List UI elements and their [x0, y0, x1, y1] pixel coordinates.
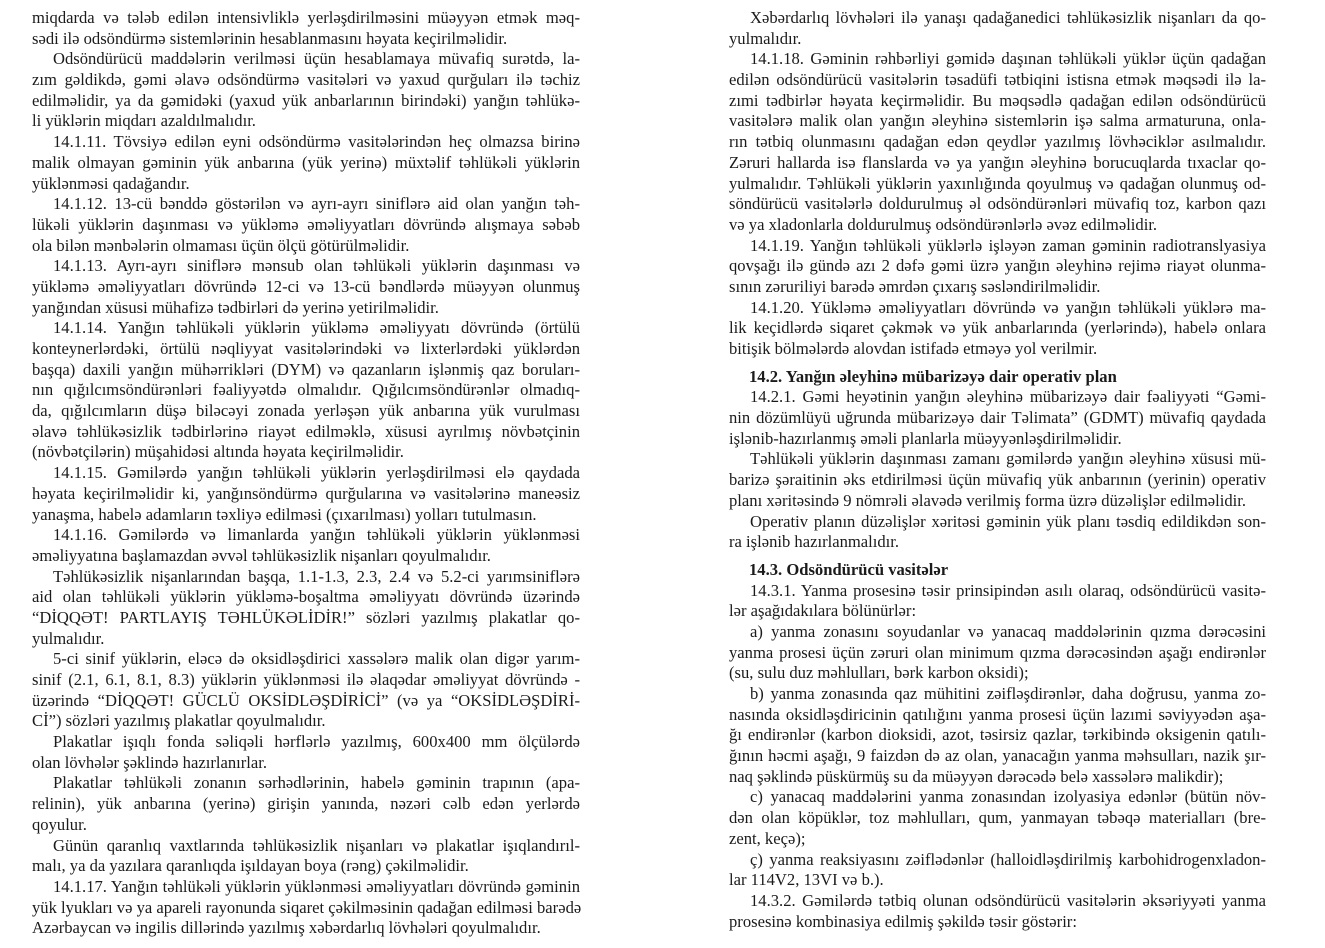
paragraph: [729, 684, 1266, 787]
paragraph: [729, 8, 1266, 49]
text-line: işlənib-hazırlanmış əməli planlarla müəyyənləşdirilməlidir.: [729, 428, 1122, 448]
paragraph: [729, 49, 1266, 235]
text-line: yüklənməsi qadağandır.: [32, 173, 190, 193]
text-line: dən olan köpüklər, toz məhlulları, qum, yanmayan təbəqə materialları (bre-: [729, 808, 1266, 828]
text-line: 14.1.14. Yanğın təhlükəli yüklərin yükləmə əməliyyatı dövründə (örtülü: [53, 318, 580, 338]
text-line: sının zəruriliyi barədə əmrdən çıxarış səsləndirilməlidir.: [729, 276, 1101, 296]
text-line: yanaşma, habelə adamların təxliyə edilməsi (çıxarılması) yolları tutulmasın.: [32, 504, 537, 524]
text-line: b) yanma zonasında qaz mühitini zəifləşdirənlər, daha doğrusu, yanma zo-: [750, 684, 1266, 703]
text-line: Operativ planın düzəlişlər xəritəsi gəminin yük planı təsdiq edildikdən son-: [750, 511, 1266, 531]
text-line: olan lövhələr şəklində hazırlanırlar.: [32, 752, 267, 772]
text-line: prosesinə kombinasiya edilmiş şəkildə təsir göstərir:: [729, 911, 1077, 931]
text-line: Təhlükəli yüklərin daşınması zamanı gəmilərdə yanğın əleyhinə xüsusi mü-: [750, 449, 1266, 469]
text-line: qovşağı ilə gündə azı 2 dəfə gəmi üzrə yanğın əleyhinə rejimə riayət olunma-: [729, 256, 1266, 276]
text-line: edilən odsöndürücü vasitələrin təsadüfi tətbiqini istisna etmək məqsədi ilə la-: [729, 70, 1266, 90]
text-line: 14.1.13. Ayrı-ayrı siniflərə mənsub olan təhlükəli yüklərin daşınması və: [53, 256, 580, 276]
paragraph: [32, 525, 580, 566]
section-heading: 14.3. Odsöndürücü vasitələr: [749, 559, 949, 579]
left-page-column: [32, 8, 580, 939]
text-line: Təhlükəsizlik nişanlarından başqa, 1.1-1.3, 2.3, 2.4 və 5.2-ci yarımsiniflərə: [53, 566, 580, 586]
text-line: lükəli yüklərin daşınması və yükləmə əməliyyatları dövründə alışmaya səbəb: [32, 214, 580, 234]
text-line: lər aşağıdakılara bölünürlər:: [729, 601, 917, 621]
text-line: yük lyukları və ya apareli rayonunda siqaret çəkilməsinin qadağan edilməsi barədə: [32, 897, 582, 917]
paragraph: [729, 298, 1266, 360]
text-line: Plakatlar təhlükəli zonanın sərhədlərinin, habelə gəminin trapının (apa-: [53, 773, 580, 793]
text-line: 14.3.2. Gəmilərdə tətbiq olunan odsöndürücü vasitələrin əksəriyyəti yanma: [750, 890, 1266, 910]
text-line: ra işlənib hazırlanmalıdır.: [729, 532, 900, 552]
text-line: qoyulur.: [32, 814, 87, 834]
paragraph: [729, 787, 1266, 849]
text-line: (növbətçilərin) müşahidəsi altında həyata keçirilməlidir.: [32, 442, 404, 462]
text-line: c) yanacaq maddələrini yanma zonasından izolyasiya edənlər (bütün növ-: [750, 787, 1266, 807]
paragraph: [32, 567, 580, 650]
text-line: a) yanma zonasını soyudanlar və yanacaq maddələrinin qızma dərəcəsini: [750, 621, 1266, 641]
text-line: Plakatlar işıqlı fonda səliqəli hərflərlə yazılmış, 600x400 mm ölçülərdə: [53, 732, 580, 752]
text-line: Azərbaycan və ingilis dillərində yazılmış xəbərdarlıq lövhələri qoyulmalıdır.: [32, 918, 541, 938]
right-page-column: [729, 8, 1266, 932]
text-line: aid olan təhlükəli yüklərin yükləmə-boşaltma əməliyyatı dövründə üzərində: [32, 587, 580, 607]
text-line: zımi tədbirlər həyata keçirməlidir. Bu məqsədlə qadağan edilən odsöndürücü: [729, 90, 1266, 110]
paragraph: [32, 318, 580, 463]
text-line: yanğından xüsusi mühafizə tədbirləri də yerinə yetirilməlidir.: [32, 297, 439, 317]
paragraph: [32, 49, 580, 132]
paragraph: [32, 256, 580, 318]
text-line: Cİ”) sözləri yazılmış plakatlar qoyulmalıdır.: [32, 711, 326, 731]
text-line: zım gəldikdə, gəmi əlavə odsöndürmə vasitələri və yaxud qurğuları ilə təchiz: [32, 70, 580, 90]
text-line: yükləmə əməliyyatları dövründə 12-ci və 13-cü bəndlərdə müəyyən olunmuş: [32, 276, 580, 296]
text-line: 14.1.20. Yükləmə əməliyyatları dövründə və yanğın təhlükəli yüklərə ma-: [750, 297, 1266, 317]
text-line: üzərində “DİQQƏT! GÜCLÜ OKSİDLƏŞDİRİCİ” (və ya “OKSİDLƏŞDİRİ-: [32, 690, 580, 710]
paragraph: [32, 732, 580, 773]
text-line: nasında oksidləşdiricinin qatılığını yanma prosesi üçün lazımi səviyyədən aşa-: [729, 704, 1266, 724]
text-line: Odsöndürücü maddələrin verilməsi üçün hesablamaya müvafiq surətdə, la-: [53, 49, 580, 69]
paragraph: [729, 387, 1266, 449]
text-line: ğının həcmi aşağı, 9 faizdən də az olan, yanacağın yanma məhsulları, nazik şır-: [729, 746, 1266, 766]
text-line: 14.3.1. Yanma prosesinə təsir prinsipindən asılı olaraq, odsöndürücü vasitə-: [750, 580, 1266, 600]
text-line: Xəbərdarlıq lövhələri ilə yanaşı qadağanedici təhlükəsizlik nişanları da qo-: [750, 8, 1266, 27]
text-line: “DİQQƏT! PARTLAYIŞ TƏHLÜKƏLİDİR!” sözləri yazılmış plakatlar qo-: [32, 607, 580, 627]
text-line: da, qığılcımların düşə biləcəyi zonada yerləşən yük anbarına yük vurulması: [32, 401, 580, 421]
paragraph: [729, 449, 1266, 511]
text-line: naq şəklində püskürmüş su da müəyyən dərəcədə belə xassələrə malikdir);: [729, 766, 1224, 786]
text-line: barizə şəraitinin əks etdirilməsi üçün müvafiq yük anbarının (yerinin) operativ: [729, 470, 1266, 490]
text-line: 5-ci sinif yüklərin, eləcə də oksidləşdirici xassələrə malik olan digər yarım-: [53, 649, 580, 669]
paragraph: [729, 622, 1266, 684]
paragraph: [32, 836, 580, 877]
text-line: nın qığılcımsöndürənləri fəaliyyətdə olmalıdır. Qığılcımsöndürənlər olmadıq-: [32, 380, 580, 400]
text-line: və ya xladonlarla doldurulmuş odsöndürənlərlə əvəz edilməlidir.: [729, 214, 1158, 234]
text-line: yulmalıdır.: [729, 28, 802, 48]
paragraph: [32, 463, 580, 525]
paragraph-continuation: [32, 8, 580, 49]
text-line: ğı endirənlər (karbon dioksidi, azot, təsirsiz qazlar, tərkibində oksigenin qatılı-: [729, 725, 1266, 745]
text-line: 14.1.15. Gəmilərdə yanğın təhlükəli yüklərin yerləşdirilməsi elə qaydada: [53, 463, 580, 483]
text-line: söndürücü vasitələrlə doldurulmuş əl odsöndürənləri müvafiq toz, karbon qazı: [729, 194, 1266, 214]
paragraph: [729, 236, 1266, 298]
paragraph: [729, 581, 1266, 622]
text-line: zent, keçə);: [729, 828, 806, 848]
text-line: 14.2.1. Gəmi heyətinin yanğın əleyhinə mübarizəyə dair fəaliyyəti “Gəmi-: [750, 387, 1266, 407]
text-line: malı, ya da yazılara qaranlıqda işıldayan boya (rəng) çəkilməlidir.: [32, 856, 469, 876]
text-line: yulmalıdır.: [32, 628, 105, 648]
text-line: 14.1.18. Gəminin rəhbərliyi gəmidə daşınan təhlükəli yüklər üçün qadağan: [750, 49, 1266, 69]
text-line: li yüklərin miqdarı azaldılmalıdır.: [32, 111, 256, 131]
text-line: edilməlidir, ya da gəmidəki (yaxud yük anbarlarının birindəki) yanğın təhlükə-: [32, 90, 580, 110]
paragraph: [32, 649, 580, 732]
text-line: əlavə təhlükəsizlik tədbirlərinə riayət edilməklə, xüsusi ayrılmış növbətçinin: [32, 421, 580, 441]
paragraph: [729, 512, 1266, 553]
text-line: 14.1.12. 13-cü bənddə göstərilən və ayrı-ayrı siniflərə aid olan yanğın təh-: [53, 194, 580, 214]
text-line: 14.1.17. Yanğın təhlükəli yüklərin yüklənməsi əməliyyatları dövründə gəminin: [53, 876, 580, 896]
text-line: planı xəritəsində 9 nömrəli əlavədə verilmiş forma üzrə düzəlişlər edilməlidir.: [729, 490, 1246, 510]
text-line: lar 114V2, 13VI və b.).: [729, 870, 884, 890]
text-line: vasitələrə malik olan yanğın əleyhinə sistemlərin işə salma armaturuna, onla-: [729, 111, 1266, 131]
paragraph: [32, 877, 580, 939]
text-line: yulmalıdır. Təhlükəli yüklərin yaxınlığında qoyulmuş və qadağan olunmuş od-: [729, 173, 1266, 193]
text-line: (su, sulu duz məhlulları, bərk karbon oksidi);: [729, 663, 1029, 683]
text-line: konteynerlərdəki, örtülü nəqliyyat vasitələrindəki və lixterlərdəki yüklərdən: [32, 339, 580, 358]
text-line: sinif (2.1, 6.1, 8.1, 8.3) yüklərin yüklənməsi ilə əlaqədar əməliyyat dövründə -: [32, 670, 580, 689]
text-line: əməliyyatına başlamazdan əvvəl təhlükəsizlik nişanları qoyulmalıdır.: [32, 545, 491, 565]
text-line: lik keçidlərdə siqaret çəkmək və yük anbarlarında (yerlərində), habelə onlara: [729, 318, 1266, 338]
text-line: bitişik bölmələrdə alovdan istifadə etməyə yol verilmir.: [729, 339, 1098, 358]
section-heading: 14.2. Yanğın əleyhinə mübarizəyə dair operativ plan: [749, 366, 1117, 386]
paragraph: [729, 850, 1266, 891]
paragraph: [32, 773, 580, 835]
paragraph: [729, 891, 1266, 932]
text-line: rın tətbiq olunmasını qadağan edən qeydlər yazılmış lövhəciklər asılmalıdır.: [729, 132, 1266, 152]
text-line: miqdarda və tələb edilən intensivliklə yerləşdirilməsini müəyyən etmək məq-: [32, 8, 580, 27]
text-line: Zəruri hallarda isə flanslarda və ya yanğın əleyhinə borucuqlarda tıxaclar qo-: [729, 152, 1266, 172]
text-line: ola bilən mənbələrin olmaması üçün ölçü götürülməlidir.: [32, 235, 410, 255]
text-line: 14.1.19. Yanğın təhlükəli yüklərlə işləyən zaman gəminin radiotranslyasiya: [750, 235, 1266, 255]
text-line: ç) yanma reaksiyasını zəiflədənlər (halloidləşdirilmiş karbohidrogenxladon-: [750, 849, 1266, 869]
text-line: relinin), yük anbarına (yerinə) girişin yanında, nəzəri cəlb edən yerlərdə: [32, 794, 580, 814]
text-line: yanma prosesi üçün zəruri olan minimum qızma dərəcəsindən aşağı endirənlər: [729, 642, 1266, 662]
text-line: başqa) daxili yanğın mühərrikləri (DYM) və qazanların işlənmiş qaz boruları-: [32, 359, 580, 379]
paragraph: [32, 194, 580, 256]
text-line: malik olmayan gəminin yük anbarına (yük yerinə) müxtəlif təhlükəli yüklərin: [32, 152, 580, 172]
text-line: nin dözümlüyü uğrunda mübarizəyə dair Təlimata” (GDMT) müvafiq qaydada: [729, 408, 1266, 428]
text-line: Günün qaranlıq vaxtlarında təhlükəsizlik nişanları və plakatlar işıqlandırıl-: [53, 835, 580, 855]
text-line: həyata keçirilməlidir ki, yanğınsöndürmə qurğularına və vasitələrinə maneəsiz: [32, 483, 580, 503]
text-line: 14.1.16. Gəmilərdə və limanlarda yanğın təhlükəli yüklərin yüklənməsi: [53, 525, 580, 545]
text-line: sədi ilə odsöndürmə sistemlərinin hesablanmasını həyata keçirilməlidir.: [32, 28, 508, 48]
paragraph: [32, 132, 580, 194]
text-line: 14.1.11. Tövsiyə edilən eyni odsöndürmə vasitələrindən heç olmazsa birinə: [53, 132, 580, 152]
